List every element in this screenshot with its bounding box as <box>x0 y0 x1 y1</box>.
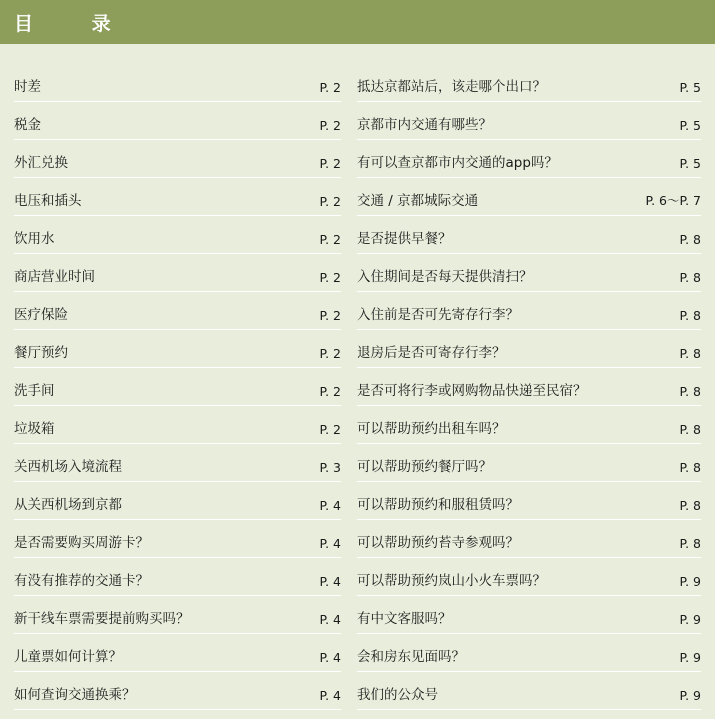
toc-entry[interactable] <box>14 520 341 558</box>
toc-entry-label: 有可以查京都市内交通的app吗？ <box>357 154 558 171</box>
toc-entry[interactable] <box>14 292 341 330</box>
toc-entry[interactable] <box>14 444 341 482</box>
toc-entry[interactable] <box>14 216 341 254</box>
toc-entry[interactable] <box>357 254 701 292</box>
toc-entry-label: 时差 <box>14 78 41 95</box>
toc-entry-label: 商店营业时间 <box>14 268 95 285</box>
toc-entry[interactable] <box>357 672 701 710</box>
toc-entry-label: 是否提供早餐？ <box>357 230 452 247</box>
toc-entry-page: P. 2 <box>319 384 341 399</box>
toc-entry[interactable] <box>357 330 701 368</box>
toc-entry-page: P. 2 <box>319 422 341 437</box>
toc-entry-label: 洗手间 <box>14 382 55 399</box>
toc-entry-label: 垃圾箱 <box>14 420 55 437</box>
toc-entry[interactable] <box>14 634 341 672</box>
toc-entry-label: 可以帮助预约餐厅吗？ <box>357 458 492 475</box>
toc-entry[interactable] <box>14 254 341 292</box>
toc-entry[interactable] <box>14 330 341 368</box>
toc-entry-page: P. 4 <box>319 498 341 513</box>
toc-entry[interactable] <box>357 368 701 406</box>
toc-entry-page: P. 8 <box>679 498 701 513</box>
toc-entry-label: 京都市内交通有哪些？ <box>357 116 492 133</box>
toc-entry[interactable] <box>357 444 701 482</box>
toc-entry[interactable] <box>357 292 701 330</box>
toc-entry[interactable] <box>14 482 341 520</box>
toc-entry-page: P. 4 <box>319 612 341 627</box>
toc-entry[interactable] <box>357 216 701 254</box>
toc-entry-label: 从关西机场到京都 <box>14 496 122 513</box>
page-title: 目 录 <box>14 12 137 35</box>
toc-entry-page: P. 8 <box>679 308 701 323</box>
toc-entry-page: P. 8 <box>679 536 701 551</box>
toc-columns <box>0 64 715 710</box>
toc-entry-page: P. 2 <box>319 118 341 133</box>
toc-entry-page: P. 2 <box>319 308 341 323</box>
toc-entry-label: 是否可将行李或网购物品快递至民宿？ <box>357 382 587 399</box>
toc-entry-label: 新干线车票需要提前购买吗？ <box>14 610 190 627</box>
toc-entry-label: 入住前是否可先寄存行李？ <box>357 306 519 323</box>
toc-entry-label: 餐厅预约 <box>14 344 68 361</box>
toc-entry[interactable] <box>14 64 341 102</box>
toc-entry-label: 可以帮助预约出租车吗？ <box>357 420 506 437</box>
toc-entry[interactable] <box>14 596 341 634</box>
toc-entry-page: P. 6〜P. 7 <box>645 193 701 208</box>
toc-entry-page: P. 9 <box>679 650 701 665</box>
toc-entry[interactable] <box>14 406 341 444</box>
toc-entry[interactable] <box>357 482 701 520</box>
toc-entry-label: 退房后是否可寄存行李？ <box>357 344 506 361</box>
toc-entry-label: 交通 / 京都城际交通 <box>357 192 479 209</box>
toc-entry[interactable] <box>14 140 341 178</box>
toc-entry-page: P. 8 <box>679 346 701 361</box>
toc-entry[interactable] <box>357 558 701 596</box>
toc-entry[interactable] <box>357 102 701 140</box>
toc-entry-page: P. 8 <box>679 384 701 399</box>
toc-entry-page: P. 2 <box>319 80 341 95</box>
toc-entry-label: 医疗保险 <box>14 306 68 323</box>
toc-entry-label: 可以帮助预约和服租赁吗？ <box>357 496 519 513</box>
toc-entry-label: 儿童票如何计算？ <box>14 648 122 665</box>
toc-entry-page: P. 4 <box>319 574 341 589</box>
toc-entry-page: P. 5 <box>679 80 701 95</box>
toc-entry-label: 可以帮助预约苔寺参观吗？ <box>357 534 519 551</box>
toc-entry-page: P. 9 <box>679 574 701 589</box>
toc-entry[interactable] <box>14 102 341 140</box>
toc-content <box>0 44 715 719</box>
toc-entry-page: P. 4 <box>319 688 341 703</box>
toc-column-left <box>0 64 351 710</box>
toc-entry[interactable] <box>357 596 701 634</box>
toc-entry[interactable] <box>357 406 701 444</box>
toc-entry-page: P. 5 <box>679 156 701 171</box>
toc-entry-label: 关西机场入境流程 <box>14 458 122 475</box>
toc-entry-page: P. 2 <box>319 156 341 171</box>
toc-entry-label: 会和房东见面吗？ <box>357 648 465 665</box>
toc-entry-label: 有没有推荐的交通卡？ <box>14 572 149 589</box>
toc-entry-page: P. 2 <box>319 232 341 247</box>
toc-entry-page: P. 4 <box>319 536 341 551</box>
toc-entry-label: 电压和插头 <box>14 192 82 209</box>
toc-entry[interactable] <box>14 368 341 406</box>
toc-entry-page: P. 9 <box>679 612 701 627</box>
toc-entry-label: 有中文客服吗？ <box>357 610 452 627</box>
toc-entry-page: P. 5 <box>679 118 701 133</box>
toc-column-right <box>351 64 715 710</box>
toc-entry-page: P. 8 <box>679 232 701 247</box>
page-header <box>0 0 715 44</box>
toc-entry[interactable] <box>357 178 701 216</box>
toc-entry-label: 饮用水 <box>14 230 55 247</box>
toc-entry-label: 抵达京都站后，该走哪个出口？ <box>357 78 546 95</box>
toc-entry-label: 税金 <box>14 116 41 133</box>
toc-entry[interactable] <box>357 520 701 558</box>
toc-entry-page: P. 4 <box>319 650 341 665</box>
toc-entry-label: 入住期间是否每天提供清扫？ <box>357 268 533 285</box>
toc-entry[interactable] <box>357 140 701 178</box>
toc-entry-page: P. 8 <box>679 460 701 475</box>
toc-entry-page: P. 2 <box>319 194 341 209</box>
toc-entry-page: P. 3 <box>319 460 341 475</box>
toc-entry-label: 如何查询交通换乘？ <box>14 686 136 703</box>
toc-entry-page: P. 2 <box>319 346 341 361</box>
toc-entry-page: P. 2 <box>319 270 341 285</box>
toc-entry[interactable] <box>357 64 701 102</box>
toc-entry-page: P. 8 <box>679 270 701 285</box>
toc-entry[interactable] <box>14 178 341 216</box>
toc-entry-label: 我们的公众号 <box>357 686 438 703</box>
toc-entry-label: 是否需要购买周游卡？ <box>14 534 149 551</box>
toc-entry[interactable] <box>14 672 341 710</box>
toc-entry-page: P. 8 <box>679 422 701 437</box>
toc-entry-page: P. 9 <box>679 688 701 703</box>
toc-entry[interactable] <box>14 558 341 596</box>
toc-entry-label: 外汇兑换 <box>14 154 68 171</box>
toc-entry[interactable] <box>357 634 701 672</box>
toc-entry-label: 可以帮助预约岚山小火车票吗？ <box>357 572 546 589</box>
